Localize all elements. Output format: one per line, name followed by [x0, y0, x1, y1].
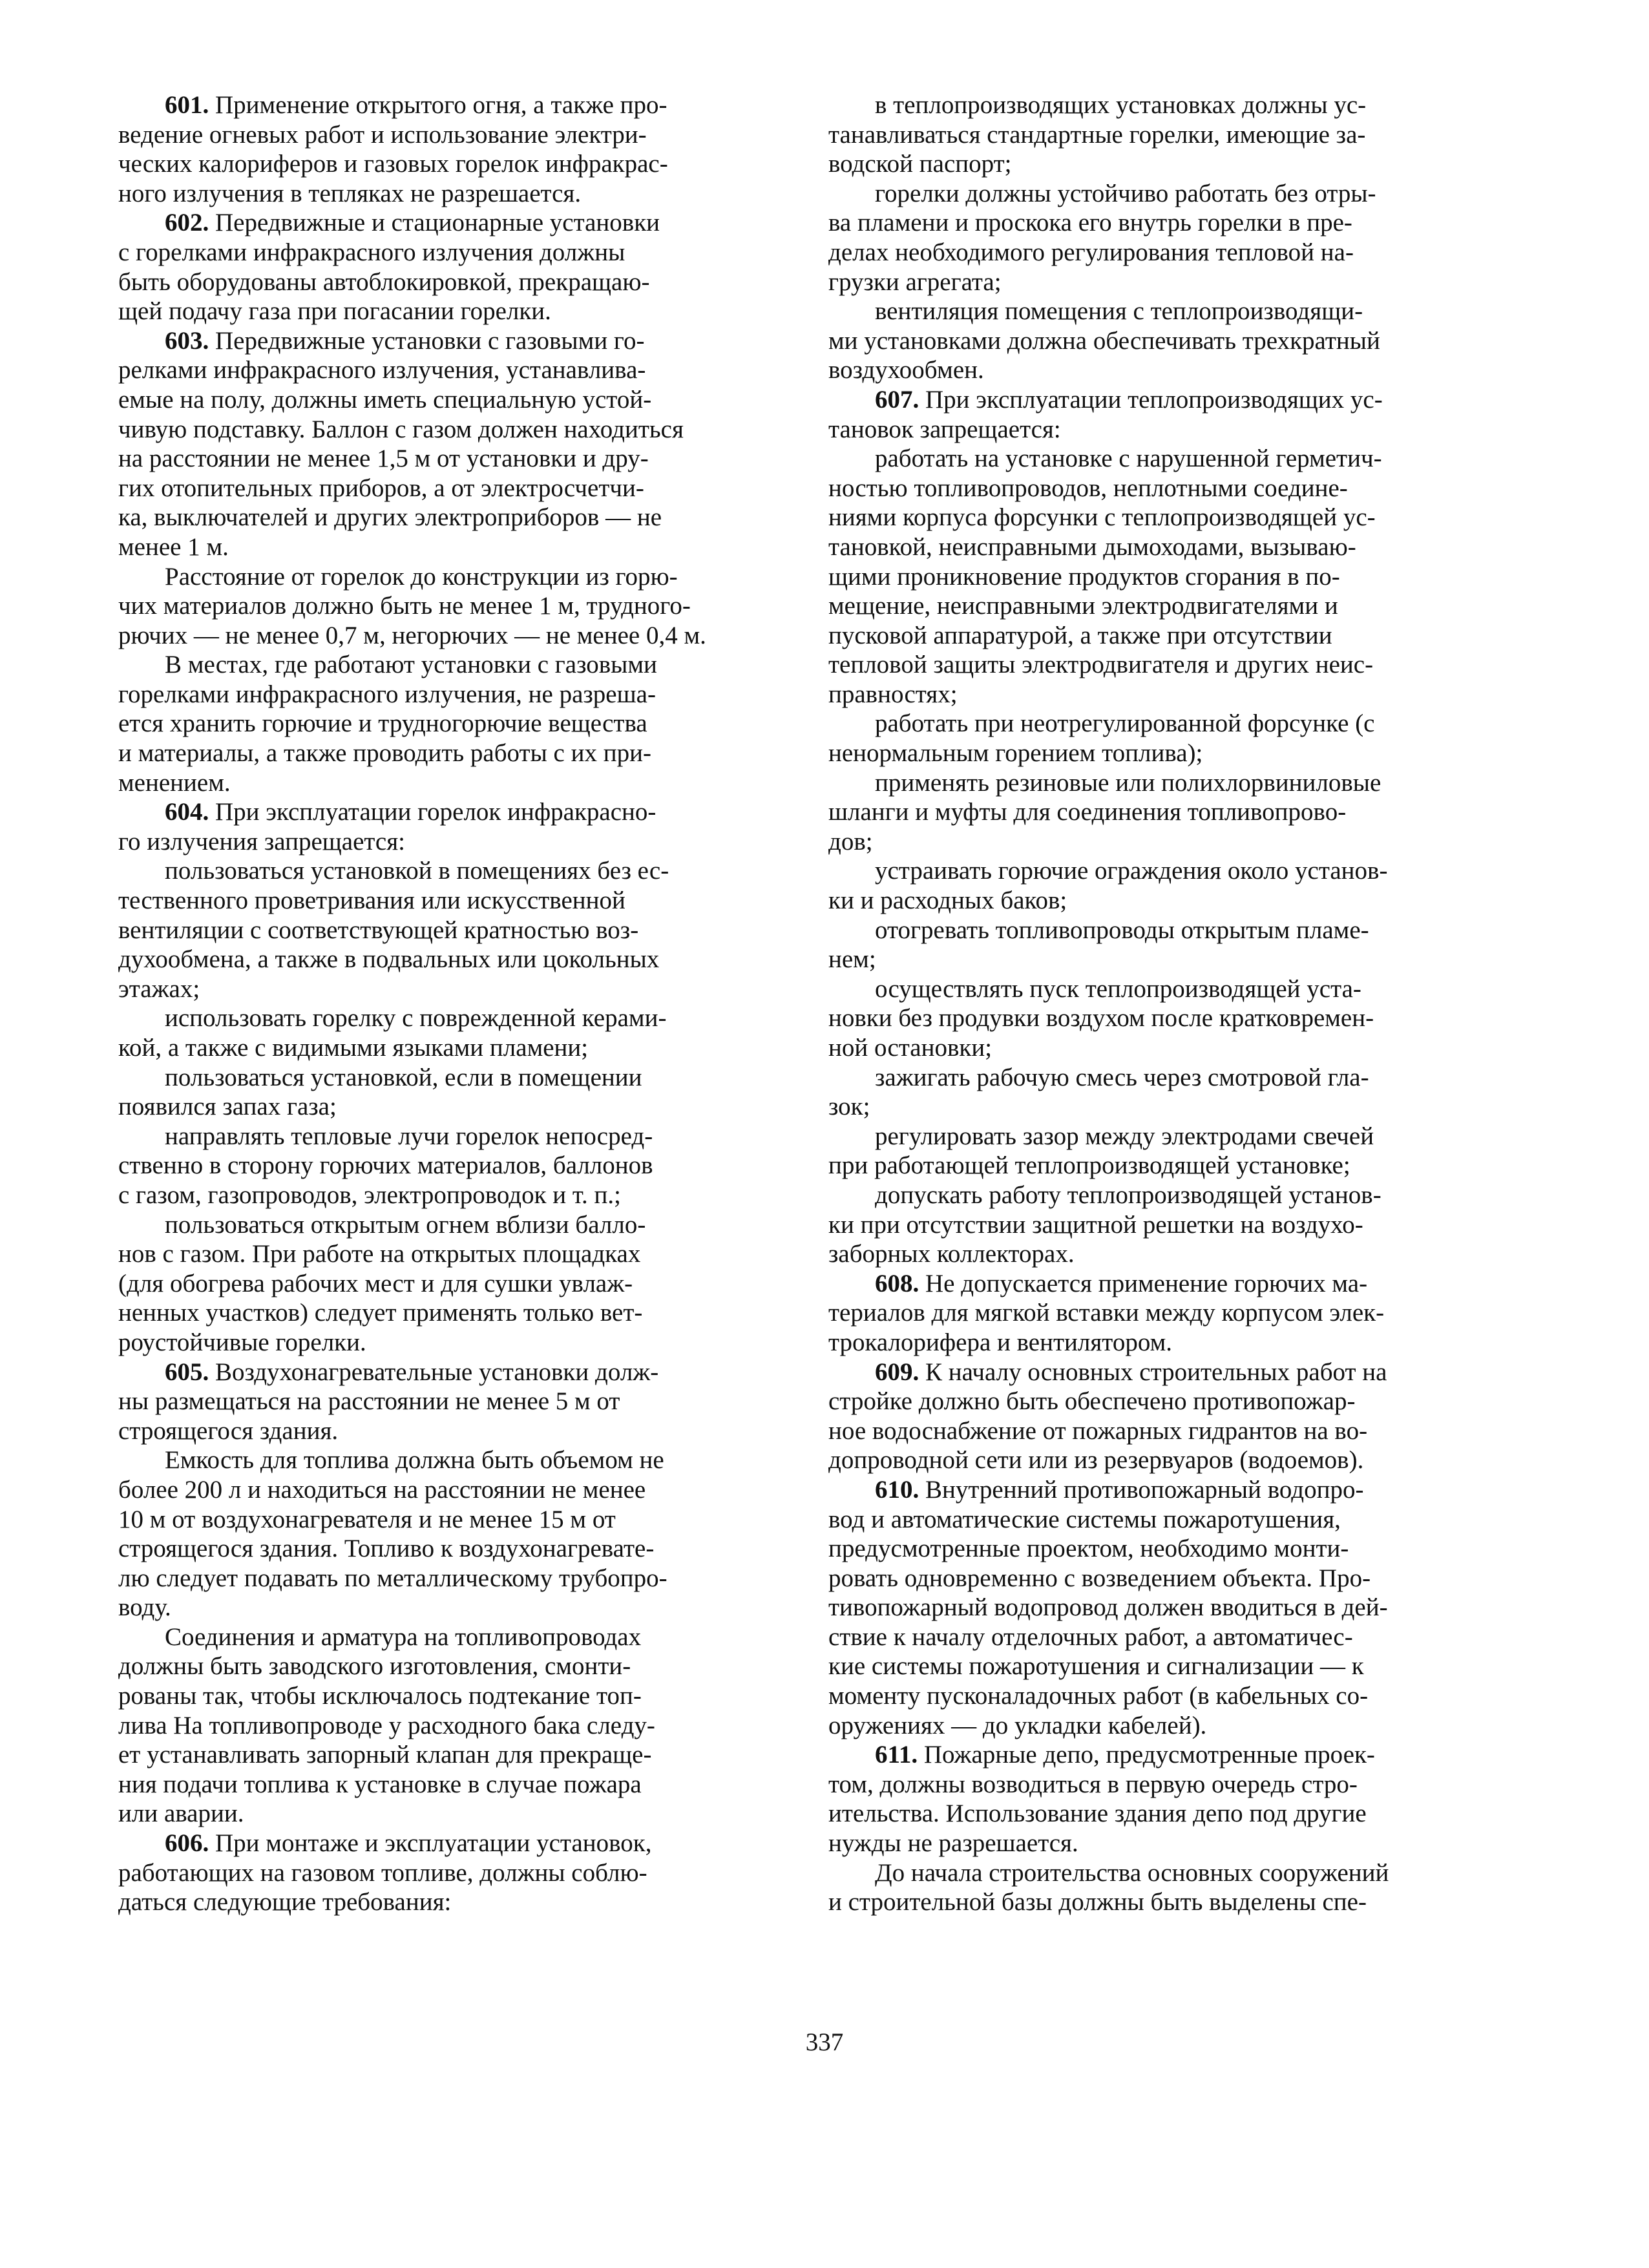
- paragraph-text: В местах, где работают установки с газовыми горелками инфракрасного излучения, не разреша- ется хранить горючие и трудногорючие вещества и материалы, а также проводить работы с их при- менением.: [118, 651, 657, 797]
- paragraph-text: Не допускается применение горючих ма- териалов для мягкой вставки между корпусом элек- трокалорифера и вентилятором.: [828, 1269, 1385, 1356]
- paragraph: [828, 1358, 1442, 1475]
- paragraph-text: Соединения и арматура на топливопроводах должны быть заводского изготовления, смонти- рованы так, чтобы исключалось подтекание топ- лива На топливопроводе у расходного бака следу- ет устанавливать запорный клапан для прекраще- ния подачи топлива к установке в случае пожара или аварии.: [118, 1622, 655, 1828]
- paragraph-text: Передвижные и стационарные установки с горелками инфракрасного излучения должны быть оборудованы автоблокировкой, прекращаю- щей подачу газа при погасании горелки.: [118, 209, 660, 326]
- paragraph: [828, 1181, 1442, 1269]
- clause-number: 606.: [165, 1829, 209, 1858]
- paragraph-text: Передвижные установки с газовыми го- релками инфракрасного излучения, устанавлива- емые на полу, должны иметь специальную устой- чивую подставку. Баллон с газом должен находиться на расстоянии не менее 1,5 м от установки и дру- гих отопительных приборов, а от электросчетчи- ка, выключателей и других электроприборов — не менее 1 м.: [118, 326, 684, 561]
- paragraph-text: Расстояние от горелок до конструкции из горю- чих материалов должно быть не менее 1 м, трудного- рючих — не менее 0,7 м, негорючих — не менее 0,4 м.: [118, 562, 706, 649]
- paragraph: [118, 562, 732, 651]
- paragraph: [828, 856, 1442, 915]
- paragraph: [118, 1003, 732, 1062]
- clause-number: 604.: [165, 798, 209, 826]
- paragraph: [118, 1829, 732, 1917]
- clause-number: 607.: [875, 385, 919, 414]
- paragraph: [828, 974, 1442, 1063]
- paragraph-text: Воздухонагревательные установки долж- ны размещаться на расстоянии не менее 5 м от строящегося здания.: [118, 1358, 659, 1445]
- paragraph-text: При эксплуатации горелок инфракрасно- го излучения запрещается:: [118, 798, 656, 856]
- clause-number: 610.: [875, 1475, 919, 1504]
- paragraph: [118, 650, 732, 797]
- paragraph-text: До начала строительства основных сооружений и строительной базы должны быть выделены спе-: [828, 1858, 1389, 1916]
- paragraph-text: отогревать топливопроводы открытым пламе- нем;: [828, 916, 1369, 974]
- paragraph-text: применять резиновые или полихлорвиниловые шланги и муфты для соединения топливопрово- дов;: [828, 768, 1381, 856]
- paragraph: [828, 444, 1442, 709]
- page-number: 337: [805, 2028, 844, 2056]
- paragraph: [828, 1063, 1442, 1122]
- paragraph-text: При монтаже и эксплуатации установок, работающих на газовом топливе, должны соблю- даться следующие требования:: [118, 1829, 652, 1916]
- paragraph: [118, 1358, 732, 1446]
- paragraph-text: направлять тепловые лучи горелок непосред- ственно в сторону горючих материалов, баллонов с газом, газопроводов, электропроводок и т. п.;: [118, 1122, 653, 1209]
- paragraph-text: работать на установке с нарушенной герметич- ностью топливопроводов, неплотными соедине- ниями корпуса форсунки с теплопроизводящей ус- тановкой, неисправными дымоходами, вызываю- щими проникновение продуктов сгорания в по- мещение, неисправными электродвигателями и пусковой аппаратурой, а также при отсутствии тепловой защиты электродвигателя и других неис- правностях;: [828, 445, 1382, 708]
- paragraph-text: пользоваться открытым огнем вблизи балло- нов с газом. При работе на открытых площадках (для обогрева рабочих мест и для сушки увлаж- ненных участков) следует применять только вет- роустойчивые горелки.: [118, 1210, 646, 1356]
- paragraph: [828, 179, 1442, 297]
- paragraph-text: регулировать зазор между электродами свечей при работающей теплопроизводящей установке;: [828, 1122, 1374, 1180]
- clause-number: 603.: [165, 326, 209, 355]
- paragraph-text: пользоваться установкой в помещениях без ес- тественного проветривания или искусственной вентиляции с соответствующей кратностью воз- духообмена, а также в подвальных или цокольных этажах;: [118, 857, 669, 1003]
- paragraph-text: в теплопроизводящих установках должны ус- танавливаться стандартные горелки, имеющие за- водской паспорт;: [828, 91, 1367, 178]
- paragraph: [828, 1269, 1442, 1358]
- paragraph-text: Применение открытого огня, а также про- ведение огневых работ и использование электри- ческих калориферов и газовых горелок инфракрас- ного излучения в тепляках не разрешается.: [118, 91, 668, 207]
- paragraph-text: устраивать горючие ограждения около установ- ки и расходных баков;: [828, 857, 1388, 915]
- paragraph: [828, 297, 1442, 385]
- paragraph-text: вентиляция помещения с теплопроизводящи- ми установками должна обеспечивать трехкратный воздухообмен.: [828, 297, 1380, 384]
- clause-number: 601.: [165, 91, 209, 119]
- right-column: [828, 90, 1442, 1917]
- paragraph: [118, 797, 732, 856]
- paragraph-text: Емкость для топлива должна быть объемом не более 200 л и находиться на расстоянии не менее 10 м от воздухонагревателя и не менее 15 м от строящегося здания. Топливо к воздухонагревате- лю следует подавать по металлическому трубопро- воду.: [118, 1446, 667, 1622]
- paragraph: [118, 208, 732, 326]
- paragraph: [828, 1740, 1442, 1858]
- paragraph: [828, 768, 1442, 857]
- paragraph: [118, 856, 732, 1003]
- paragraph-text: работать при неотрегулированной форсунке (с ненормальным горением топлива);: [828, 709, 1375, 768]
- paragraph: [828, 916, 1442, 974]
- paragraph: [828, 1858, 1442, 1917]
- paragraph: [118, 1210, 732, 1358]
- paragraph: [118, 1445, 732, 1622]
- paragraph: [118, 1122, 732, 1210]
- left-column: [118, 90, 732, 1917]
- paragraph-text: К началу основных строительных работ на стройке должно быть обеспечено противопожар- ное водоснабжение от пожарных гидрантов на во- допроводной сети или из резервуаров (водоемов).: [828, 1358, 1387, 1475]
- paragraph: [828, 90, 1442, 179]
- paragraph-text: При эксплуатации теплопроизводящих ус- тановок запрещается:: [828, 385, 1383, 443]
- paragraph-text: пользоваться установкой, если в помещении появился запах газа;: [118, 1063, 642, 1121]
- paragraph-text: Внутренний противопожарный водопро- вод и автоматические системы пожаротушения, предусмотренные проектом, необходимо монти- ровать одновременно с возведением объекта. Про- тивопожарный водопровод должен вводиться в дей- ствие к началу отделочных работ, а автоматичес- кие системы пожаротушения и сигнализации — к моменту пусконаладочных работ (в кабельных со- оружениях — до укладки кабелей).: [828, 1475, 1388, 1739]
- paragraph-text: использовать горелку с поврежденной керами- кой, а также с видимыми языками пламени;: [118, 1004, 667, 1062]
- paragraph-text: Пожарные депо, предусмотренные проек- том, должны возводиться в первую очередь стро- ительства. Использование здания депо под другие нужды не разрешается.: [828, 1741, 1375, 1858]
- paragraph: [828, 1475, 1442, 1740]
- paragraph: [828, 709, 1442, 768]
- paragraph: [828, 1122, 1442, 1181]
- paragraph: [118, 326, 732, 562]
- clause-number: 611.: [875, 1741, 918, 1769]
- clause-number: 605.: [165, 1358, 209, 1386]
- clause-number: 602.: [165, 209, 209, 237]
- paragraph-text: зажигать рабочую смесь через смотровой гла- зок;: [828, 1063, 1369, 1121]
- clause-number: 609.: [875, 1358, 919, 1386]
- paragraph: [118, 90, 732, 208]
- paragraph-text: горелки должны устойчиво работать без отры- ва пламени и проскока его внутрь горелки в пре- делах необходимого регулирования тепловой на- грузки агрегата;: [828, 179, 1376, 296]
- clause-number: 608.: [875, 1269, 919, 1297]
- paragraph-text: допускать работу теплопроизводящей установ- ки при отсутствии защитной решетки на воздухо- заборных коллекторах.: [828, 1181, 1381, 1268]
- paragraph: [828, 385, 1442, 444]
- paragraph: [118, 1622, 732, 1829]
- paragraph-text: осуществлять пуск теплопроизводящей уста- новки без продувки воздухом после кратковремен- ной остановки;: [828, 974, 1374, 1062]
- paragraph: [118, 1063, 732, 1122]
